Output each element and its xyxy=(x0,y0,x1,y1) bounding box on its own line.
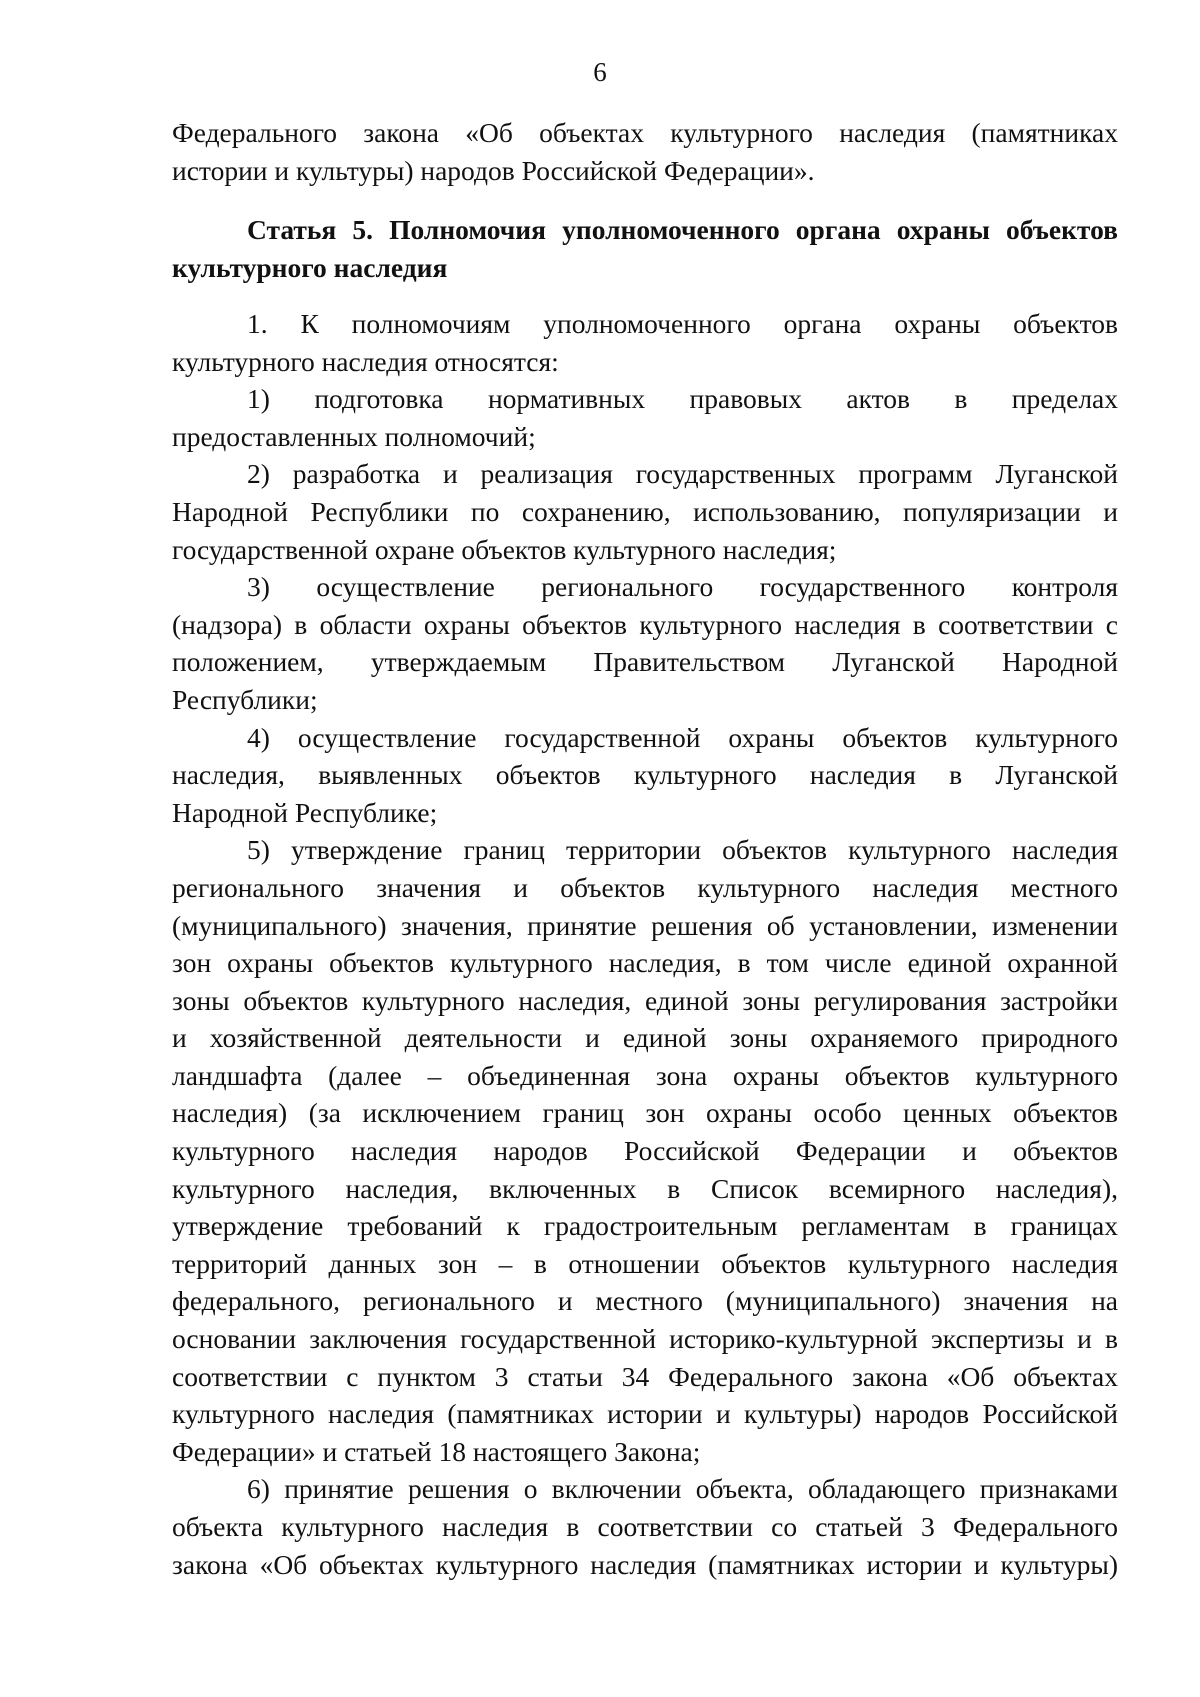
list-item-2 xyxy=(172,455,1118,568)
text-line: 4) осуществление государственной охраны объектов культурного xyxy=(247,721,1118,753)
list-item-5 xyxy=(172,831,1118,1470)
text-line: 1. К полномочиям уполномоченного органа охраны объектов xyxy=(247,308,1118,339)
text-line: Федерации» и статьей 18 настоящего Закона; xyxy=(172,1435,701,1467)
text-line: Республики; xyxy=(172,683,318,715)
text-line: соответствии с пунктом 3 статьи 34 Федерального закона «Об объектах xyxy=(172,1360,1118,1392)
list-item-6 xyxy=(172,1470,1118,1583)
text-line: наследия) (за исключением границ зон охраны особо ценных объектов xyxy=(172,1097,1118,1129)
text-line: (муниципального) значения, принятие решения об установлении, изменении xyxy=(172,909,1118,941)
text-line: 6) принятие решения о включении объекта, обладающего признаками xyxy=(247,1473,1118,1505)
text-line: зоны объектов культурного наследия, единой зоны регулирования застройки xyxy=(172,984,1118,1016)
text-line: культурного наследия, включенных в Список всемирного наследия), xyxy=(172,1172,1118,1204)
text-line: культурного наследия относятся: xyxy=(172,345,559,377)
text-line: культурного наследия (памятниках истории и культуры) народов Российской xyxy=(172,1398,1118,1430)
text-line: Федерального закона «Об объектах культурного наследия (памятниках xyxy=(172,117,1118,148)
text-line: Народной Республике; xyxy=(172,796,438,828)
list-item-1 xyxy=(172,380,1118,455)
text-line: и хозяйственной деятельности и единой зоны охраняемого природного xyxy=(172,1022,1118,1054)
text-line: культурного наследия народов Российской Федерации и объектов xyxy=(172,1135,1118,1167)
list-item-3 xyxy=(172,568,1118,718)
article-heading xyxy=(172,211,1118,286)
text-line: территорий данных зон – в отношении объектов культурного наследия xyxy=(172,1247,1118,1279)
text-line: объекта культурного наследия в соответствии со статьей 3 Федерального xyxy=(172,1511,1118,1542)
heading-line: Статья 5. Полномочия уполномоченного органа охраны объектов xyxy=(247,214,1118,245)
text-line: наследия, выявленных объектов культурного наследия в Луганской xyxy=(172,759,1118,791)
continuation-paragraph xyxy=(172,114,1118,189)
text-line: 1) подготовка нормативных правовых актов в пределах xyxy=(247,383,1118,415)
text-line: 5) утверждение границ территории объектов культурного наследия xyxy=(247,834,1118,866)
heading-line: культурного наследия xyxy=(172,251,448,283)
text-line: утверждение требований к градостроительным регламентам в границах xyxy=(172,1210,1118,1242)
text-line: государственной охране объектов культурного наследия; xyxy=(172,533,837,565)
text-line: основании заключения государственной историко-культурной экспертизы и в xyxy=(172,1323,1118,1355)
text-line: Народной Республики по сохранению, использованию, популяризации и xyxy=(172,495,1118,527)
page-number: 6 xyxy=(593,57,607,87)
text-line: (надзора) в области охраны объектов культурного наследия в соответствии с xyxy=(172,608,1118,640)
text-line: зон охраны объектов культурного наследия, в том числе единой охранной xyxy=(172,947,1118,979)
text-line: ландшафта (далее – объединенная зона охраны объектов культурного xyxy=(172,1059,1118,1091)
text-line: закона «Об объектах культурного наследия (памятниках истории и культуры) xyxy=(172,1548,1118,1580)
text-line: положением, утверждаемым Правительством Луганской Народной xyxy=(172,646,1118,678)
list-item-4 xyxy=(172,719,1118,832)
text-line: предоставленных полномочий; xyxy=(172,420,536,452)
text-line: федерального, регионального и местного (муниципального) значения на xyxy=(172,1285,1118,1317)
text-line: регионального значения и объектов культурного наследия местного xyxy=(172,871,1118,903)
text-line: истории и культуры) народов Российской Федерации». xyxy=(172,154,815,186)
article-body xyxy=(172,305,1118,1583)
text-line: 2) разработка и реализация государственных программ Луганской xyxy=(247,458,1118,490)
text-line: 3) осуществление регионального государственного контроля xyxy=(247,571,1118,603)
paragraph-intro xyxy=(172,305,1118,380)
